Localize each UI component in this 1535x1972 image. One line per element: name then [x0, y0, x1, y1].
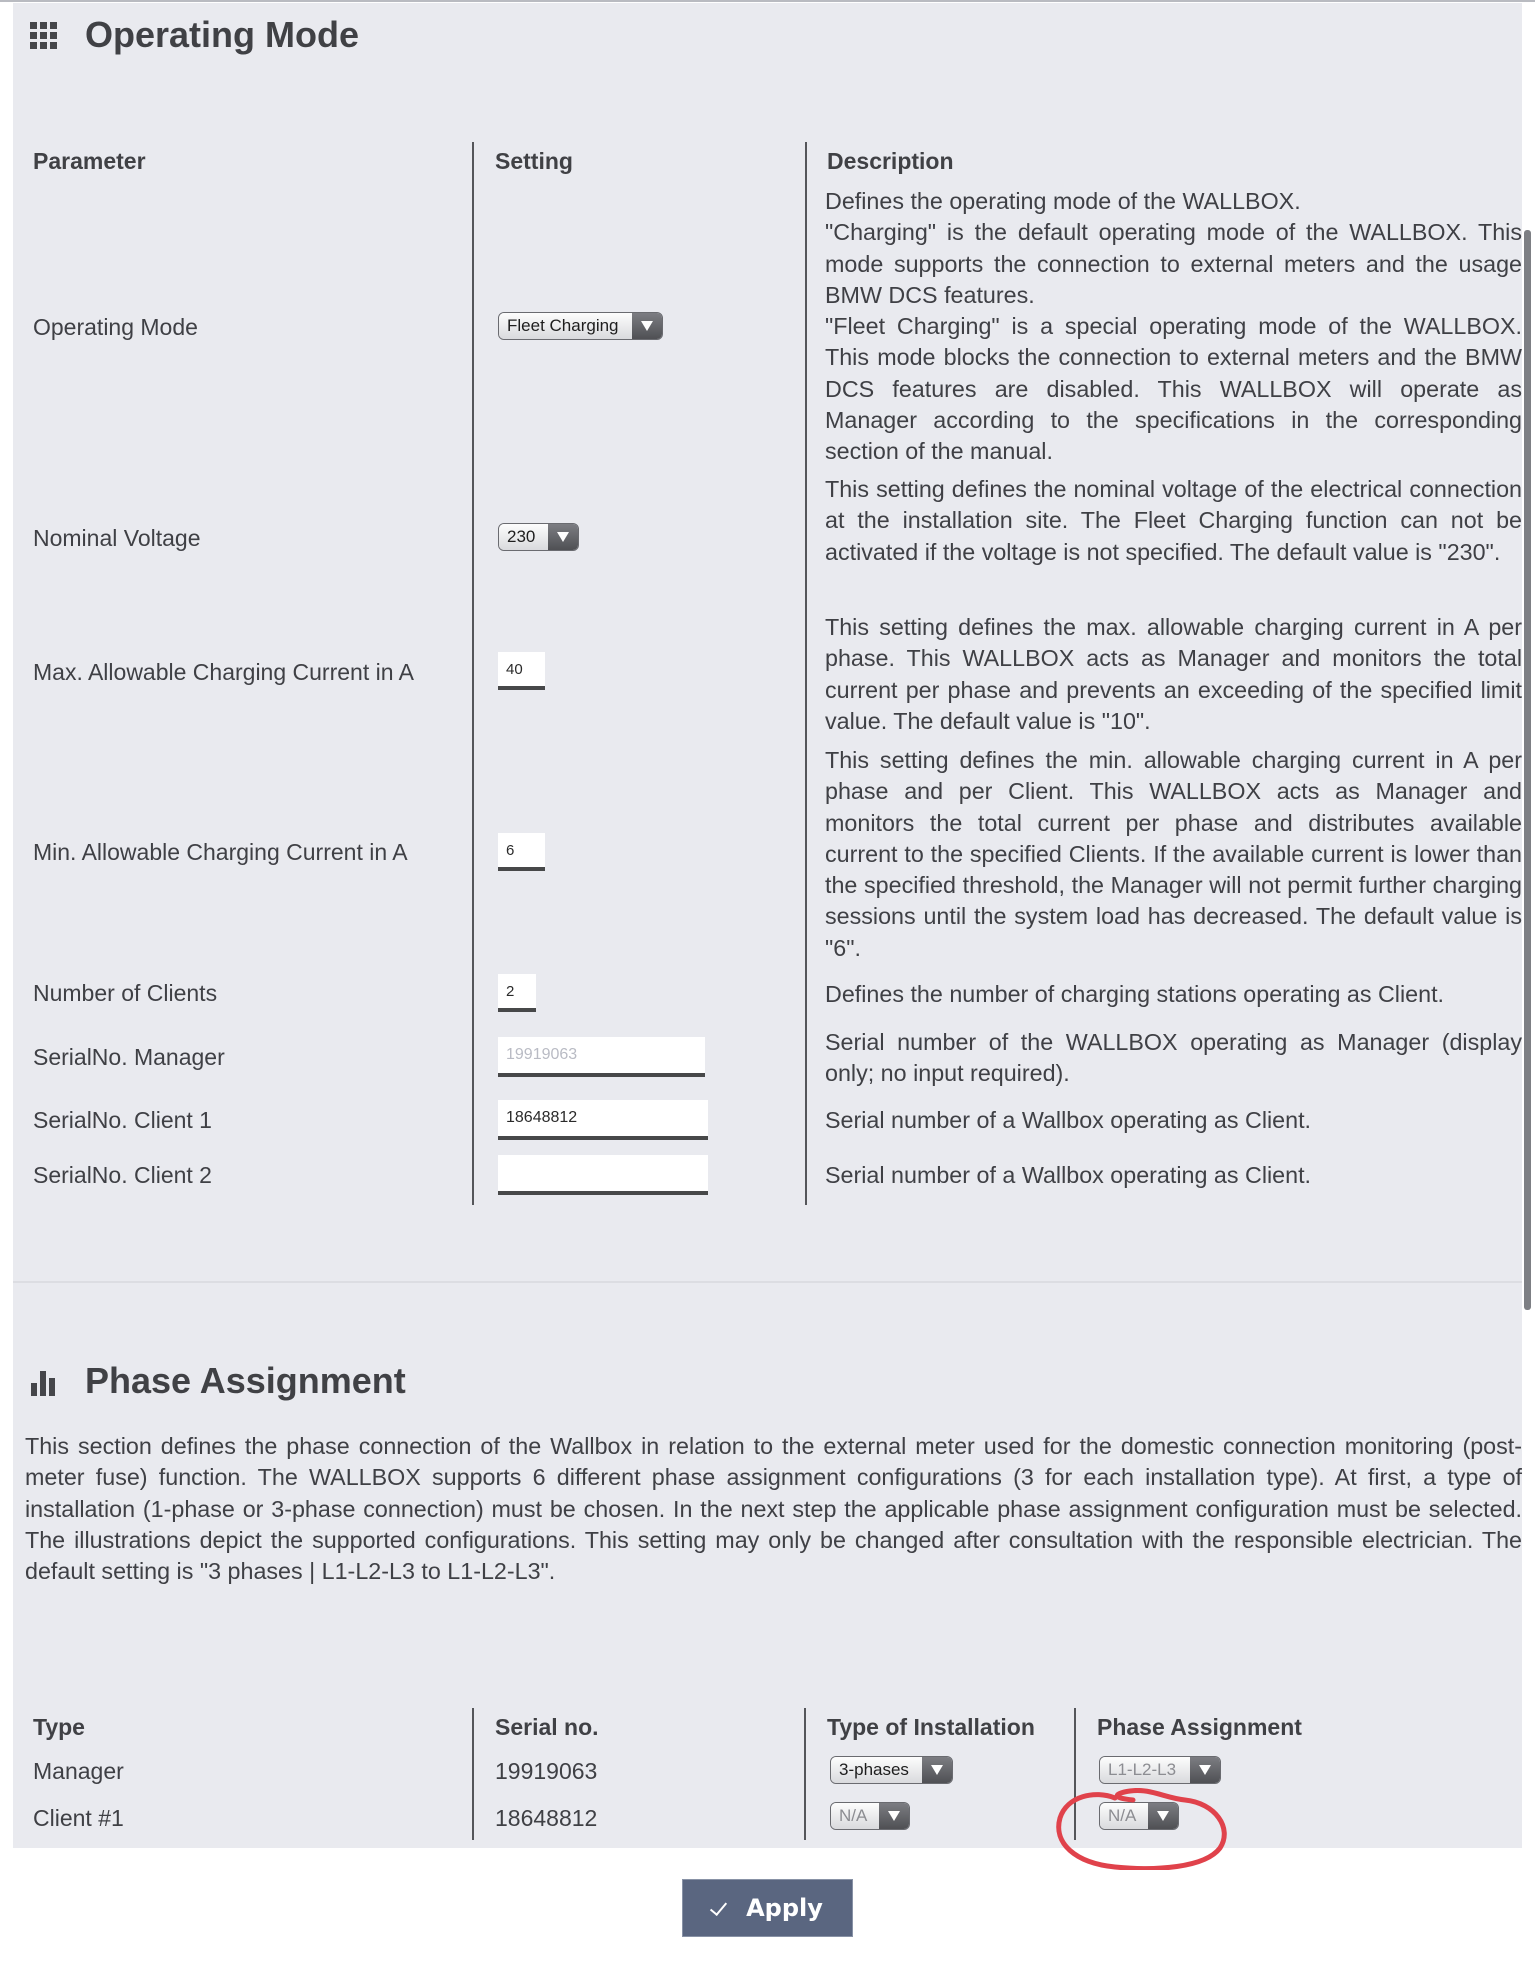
- column-header-type: Type: [33, 1714, 85, 1740]
- description-max-current: This setting defines the max. allowable charging current in A per phase. This WALLBOX acts as Manager and monitors the total current per phase and prevents an exceeding of the specified limit value. The default value is "10".: [825, 614, 1522, 734]
- description-nominal-voltage: This setting defines the nominal voltage of the electrical connection at the installation site. The Fleet Charging function can not be activated if the voltage is not specified. The default value is "230".: [825, 476, 1522, 565]
- serial-manager-input: [498, 1037, 705, 1077]
- section-divider: [13, 1281, 1522, 1283]
- column-header-setting: Setting: [495, 148, 573, 174]
- vertical-scrollbar[interactable]: [1524, 230, 1531, 1310]
- description-min-current: This setting defines the min. allowable charging current in A per phase and per Client. This WALLBOX acts as Manager and monitors the total current per phase and distributes available current to the specified Clients. If the available current is lower than the specified threshold, the Manager will not permit further charging sessions until the system load has decreased. The default value is "6".: [825, 747, 1522, 961]
- bar-chart-icon: [31, 1368, 59, 1396]
- select-value: Fleet Charging: [499, 313, 632, 339]
- param-label-serial-client-1: SerialNo. Client 1: [33, 1107, 212, 1133]
- nominal-voltage-select[interactable]: [498, 523, 579, 551]
- description-text: "Fleet Charging" is a special operating mode of the WALLBOX. This mode blocks the connection to external meters and the BMW DCS features are disabled. This WALLBOX will operate as Manager according to the specifications in the corresponding section of the manual.: [825, 313, 1522, 465]
- column-header-description: Description: [827, 148, 954, 174]
- device-type: Manager: [33, 1758, 124, 1784]
- column-divider: [472, 142, 474, 1205]
- dropdown-arrow-icon: [879, 1803, 909, 1829]
- description-operating-mode: [825, 186, 1522, 468]
- description-serial-client-2: Serial number of a Wallbox operating as Client.: [825, 1162, 1312, 1188]
- dropdown-arrow-icon: [1190, 1757, 1220, 1783]
- device-serial: 18648812: [495, 1805, 598, 1831]
- param-label-operating-mode: Operating Mode: [33, 314, 198, 340]
- select-value: N/A: [831, 1803, 879, 1829]
- description-text: "Charging" is the default operating mode of the WALLBOX. This mode supports the connection to external meters and the usage BMW DCS features.: [825, 219, 1522, 308]
- column-header-installation: Type of Installation: [827, 1714, 1035, 1740]
- column-divider: [805, 142, 807, 1205]
- operating-mode-title: Operating Mode: [85, 14, 360, 55]
- column-divider: [472, 1708, 474, 1840]
- operating-mode-select[interactable]: [498, 312, 663, 340]
- description-text: Defines the operating mode of the WALLBOX.: [825, 188, 1301, 214]
- column-divider: [1074, 1708, 1076, 1840]
- column-header-phase-assignment: Phase Assignment: [1097, 1714, 1302, 1740]
- installation-type-select-client-1[interactable]: [830, 1802, 910, 1830]
- description-serial-manager: Serial number of the WALLBOX operating as Manager (display only; no input required).: [825, 1029, 1522, 1087]
- phase-assignment-select-manager[interactable]: [1099, 1756, 1221, 1784]
- phase-assignment-title: Phase Assignment: [85, 1360, 406, 1401]
- dropdown-arrow-icon: [548, 524, 578, 550]
- phase-assignment-intro: This section defines the phase connection of the Wallbox in relation to the external meter used for the domestic connection monitoring (post-meter fuse) function. The WALLBOX supports 6 different phase assignment configurations (3 for each installation type). At first, a type of installation (1-phase or 3-phase connection) must be chosen. In the next step the applicable phase assignment configuration must be selected. The illustrations depict the supported configurations. This setting may only be changed after consultation with the responsible electrician. The default setting is "3 phases | L1-L2-L3 to L1-L2-L3".: [25, 1433, 1522, 1585]
- serial-client-1-input[interactable]: [498, 1100, 708, 1140]
- dropdown-arrow-icon: [1148, 1803, 1178, 1829]
- column-divider: [804, 1708, 806, 1840]
- select-value: 3-phases: [831, 1757, 922, 1783]
- column-header-parameter: Parameter: [33, 148, 146, 174]
- param-label-serial-client-2: SerialNo. Client 2: [33, 1162, 212, 1188]
- checkmark-icon: [712, 1901, 732, 1915]
- min-current-input[interactable]: [498, 833, 545, 871]
- number-of-clients-input[interactable]: [498, 974, 536, 1012]
- select-value: 230: [499, 524, 548, 550]
- param-label-nominal-voltage: Nominal Voltage: [33, 525, 201, 551]
- apply-button[interactable]: [682, 1879, 853, 1937]
- serial-client-2-input[interactable]: [498, 1155, 708, 1195]
- dropdown-arrow-icon: [632, 313, 662, 339]
- device-type: Client #1: [33, 1805, 124, 1831]
- phase-assignment-select-client-1[interactable]: [1099, 1802, 1179, 1830]
- select-value: N/A: [1100, 1803, 1148, 1829]
- description-serial-client-1: Serial number of a Wallbox operating as Client.: [825, 1107, 1312, 1133]
- apply-label: Apply: [746, 1894, 823, 1922]
- param-label-max-current: Max. Allowable Charging Current in A: [33, 659, 414, 685]
- device-serial: 19919063: [495, 1758, 598, 1784]
- grid-icon: [30, 22, 58, 50]
- column-header-serial: Serial no.: [495, 1714, 599, 1740]
- select-value: L1-L2-L3: [1100, 1757, 1190, 1783]
- description-number-of-clients: Defines the number of charging stations operating as Client.: [825, 981, 1445, 1007]
- param-label-number-of-clients: Number of Clients: [33, 980, 218, 1006]
- max-current-input[interactable]: [498, 652, 545, 690]
- top-border: [0, 0, 1535, 2]
- dropdown-arrow-icon: [922, 1757, 952, 1783]
- param-label-serial-manager: SerialNo. Manager: [33, 1044, 225, 1070]
- param-label-min-current: Min. Allowable Charging Current in A: [33, 839, 408, 865]
- installation-type-select-manager[interactable]: [830, 1756, 953, 1784]
